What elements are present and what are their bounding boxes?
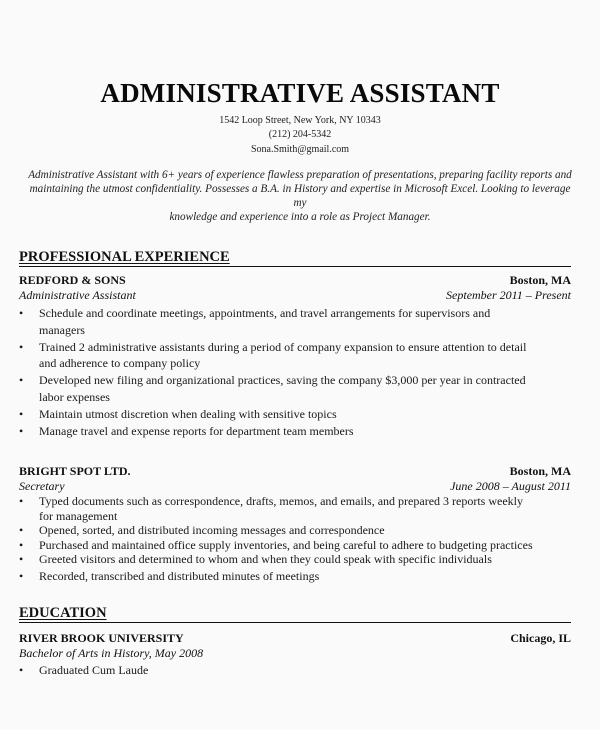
section-heading-experience: PROFESSIONAL EXPERIENCE [19,249,571,267]
job-dates: June 2008 – August 2011 [450,479,571,493]
bullet-item: • Maintain utmost discretion when dealing with sensitive topics [19,406,539,423]
bullet-item: • Opened, sorted, and distributed incoming messages and correspondence [19,523,539,538]
degree-row [19,646,571,660]
job-location: Boston, MA [509,464,571,478]
bullet-item: • Recorded, transcribed and distributed minutes of meetings [19,569,539,584]
bullet-item: • Schedule and coordinate meetings, appointments, and travel arrangements for supervisors and managers [19,305,539,339]
job-location: Boston, MA [509,273,571,287]
bullet-item: • Typed documents such as correspondence, drafts, memos, and emails, and prepared 3 reports weekly for management [19,494,539,523]
bullet-item: • Greeted visitors and determined to whom and when they could speak with specific individuals [19,552,539,567]
summary-line: knowledge and experience into a role as Project Manager. [169,211,431,223]
job-header [19,464,571,478]
job-bullets [19,494,539,584]
company-name: BRIGHT SPOT LTD. [19,464,131,478]
address: 1542 Loop Street, New York, NY 10343 [219,115,381,126]
job-subheader [19,479,571,493]
email: Sona.Smith@gmail.com [250,144,350,155]
summary-line: Administrative Assistant with 6+ years of experience flawless preparation of presentations, preparing facility reports and [28,169,572,181]
degree: Bachelor of Arts in History, May 2008 [19,646,204,660]
job-dates: September 2011 – Present [446,288,571,302]
phone: (212) 204-5342 [268,129,332,140]
section-heading-education: EDUCATION [19,605,571,623]
job-subheader [19,288,571,302]
company-name: REDFORD & SONS [19,273,126,287]
bullet-item: • Developed new filing and organizational practices, saving the company $3,000 per year in contracted labor expenses [19,372,539,406]
job-header [19,273,571,287]
bullet-item: • Trained 2 administrative assistants during a period of company expansion to ensure attention to detail and adherence to company policy [19,339,539,373]
summary-line: maintaining the utmost confidentiality. Possesses a B.A. in History and expertise in Microsoft Excel. Looking to leverage my [29,183,571,209]
bullet-item: • Graduated Cum Laude [19,663,539,678]
school-header [19,631,571,645]
summary [22,168,578,224]
resume-title: ADMINISTRATIVE ASSISTANT [100,78,500,108]
job-title: Administrative Assistant [19,288,136,302]
bullet-item: • Manage travel and expense reports for department team members [19,423,539,440]
school-location: Chicago, IL [510,631,571,645]
education-bullets [19,663,539,678]
job-title: Secretary [19,479,65,493]
bullet-item: • Purchased and maintained office supply inventories, and being careful to adhere to budgeting practices [19,538,539,553]
school-name: RIVER BROOK UNIVERSITY [19,631,184,645]
job-bullets [19,305,539,439]
